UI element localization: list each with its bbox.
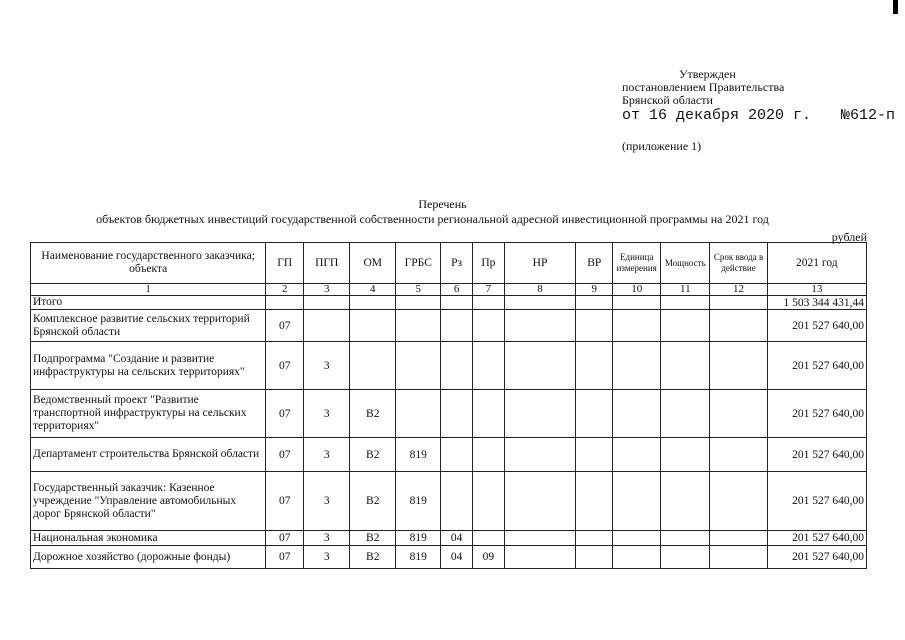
code-cell bbox=[661, 310, 710, 342]
code-cell bbox=[576, 342, 613, 390]
code-cell: 819 bbox=[396, 546, 441, 569]
code-cell bbox=[613, 390, 661, 438]
code-cell bbox=[350, 342, 396, 390]
code-cell bbox=[396, 296, 441, 310]
header-cell: Единица измерения bbox=[613, 243, 661, 284]
code-cell: 09 bbox=[473, 546, 505, 569]
code-cell bbox=[661, 438, 710, 472]
code-cell bbox=[661, 546, 710, 569]
code-cell bbox=[441, 472, 473, 531]
code-cell bbox=[441, 390, 473, 438]
column-number-row bbox=[31, 284, 867, 296]
table-row bbox=[31, 296, 867, 310]
header-cell: 2021 год bbox=[767, 243, 866, 284]
header-cell: ПГП bbox=[304, 243, 350, 284]
amount-cell: 201 527 640,00 bbox=[767, 438, 866, 472]
code-cell bbox=[473, 296, 505, 310]
column-number-cell: 12 bbox=[710, 284, 767, 296]
code-cell bbox=[576, 531, 613, 546]
header-cell: Рз bbox=[441, 243, 473, 284]
code-cell bbox=[504, 390, 576, 438]
code-cell bbox=[613, 438, 661, 472]
approval-number: №612-п bbox=[841, 107, 896, 124]
code-cell bbox=[396, 390, 441, 438]
code-cell: В2 bbox=[350, 472, 396, 531]
code-cell: 07 bbox=[266, 531, 304, 546]
code-cell bbox=[504, 296, 576, 310]
column-number-cell: 10 bbox=[613, 284, 661, 296]
code-cell: 04 bbox=[441, 546, 473, 569]
amount-cell: 1 503 344 431,44 bbox=[767, 296, 866, 310]
table-row bbox=[31, 438, 867, 472]
code-cell bbox=[396, 342, 441, 390]
code-cell: В2 bbox=[350, 390, 396, 438]
code-cell bbox=[710, 472, 767, 531]
row-name-cell: Департамент строительства Брянской области bbox=[31, 438, 266, 472]
code-cell: 819 bbox=[396, 438, 441, 472]
amount-cell: 201 527 640,00 bbox=[767, 472, 866, 531]
column-number-cell: 1 bbox=[31, 284, 266, 296]
code-cell bbox=[661, 390, 710, 438]
row-name-cell: Комплексное развитие сельских территорий Брянской области bbox=[31, 310, 266, 342]
code-cell bbox=[661, 296, 710, 310]
code-cell bbox=[576, 310, 613, 342]
column-number-cell: 6 bbox=[441, 284, 473, 296]
column-number-cell: 8 bbox=[504, 284, 576, 296]
row-name-cell: Национальная экономика bbox=[31, 531, 266, 546]
code-cell: 819 bbox=[396, 531, 441, 546]
code-cell: В2 bbox=[350, 438, 396, 472]
header-cell: НР bbox=[504, 243, 576, 284]
header-cell: Мощность bbox=[661, 243, 710, 284]
column-number-cell: 9 bbox=[576, 284, 613, 296]
code-cell bbox=[350, 310, 396, 342]
investment-table bbox=[30, 242, 867, 569]
document-subtitle: объектов бюджетных инвестиций государственной собственности региональной адресной инвестиционной программы на 2021 год bbox=[96, 212, 769, 226]
header-cell: ГП bbox=[266, 243, 304, 284]
code-cell bbox=[441, 438, 473, 472]
code-cell bbox=[473, 531, 505, 546]
code-cell bbox=[613, 472, 661, 531]
row-name-cell: Итого bbox=[31, 296, 266, 310]
code-cell bbox=[304, 296, 350, 310]
code-cell bbox=[710, 531, 767, 546]
code-cell: 3 bbox=[304, 531, 350, 546]
approval-date: от 16 декабря 2020 г. bbox=[622, 107, 812, 124]
code-cell bbox=[710, 310, 767, 342]
row-name-cell: Подпрограмма "Создание и развитие инфраструктуры на сельских территориях" bbox=[31, 342, 266, 390]
code-cell bbox=[613, 310, 661, 342]
header-cell: ОМ bbox=[350, 243, 396, 284]
amount-cell: 201 527 640,00 bbox=[767, 390, 866, 438]
code-cell: 3 bbox=[304, 342, 350, 390]
code-cell: 3 bbox=[304, 390, 350, 438]
table-row bbox=[31, 390, 867, 438]
column-number-cell: 2 bbox=[266, 284, 304, 296]
approval-date-line bbox=[622, 109, 895, 122]
approval-line-1: Утвержден bbox=[679, 67, 736, 81]
units-label: рублей bbox=[831, 230, 867, 244]
code-cell bbox=[576, 546, 613, 569]
code-cell bbox=[710, 438, 767, 472]
approval-block bbox=[622, 68, 895, 122]
column-number-cell: 11 bbox=[661, 284, 710, 296]
code-cell bbox=[441, 342, 473, 390]
code-cell bbox=[504, 531, 576, 546]
table-header bbox=[31, 243, 867, 284]
column-number-cell: 7 bbox=[473, 284, 505, 296]
column-number-cell: 13 bbox=[767, 284, 866, 296]
row-name-cell: Государственный заказчик: Казенное учреждение "Управление автомобильных дорог Брянской области" bbox=[31, 472, 266, 531]
header-cell: Наименование государственного заказчика; объекта bbox=[31, 243, 266, 284]
code-cell bbox=[613, 531, 661, 546]
table-row bbox=[31, 546, 867, 569]
approval-line-2: постановлением Правительства bbox=[622, 80, 785, 94]
header-cell: Пр bbox=[473, 243, 505, 284]
code-cell: 07 bbox=[266, 546, 304, 569]
column-number-cell: 5 bbox=[396, 284, 441, 296]
row-name-cell: Дорожное хозяйство (дорожные фонды) bbox=[31, 546, 266, 569]
table-row bbox=[31, 310, 867, 342]
table-row bbox=[31, 472, 867, 531]
code-cell bbox=[304, 310, 350, 342]
code-cell bbox=[613, 296, 661, 310]
table-body bbox=[31, 284, 867, 569]
code-cell bbox=[710, 296, 767, 310]
amount-cell: 201 527 640,00 bbox=[767, 546, 866, 569]
header-row bbox=[31, 243, 867, 284]
code-cell: 819 bbox=[396, 472, 441, 531]
code-cell bbox=[576, 438, 613, 472]
code-cell bbox=[473, 390, 505, 438]
table-row bbox=[31, 531, 867, 546]
column-number-cell: 3 bbox=[304, 284, 350, 296]
edge-mark bbox=[893, 0, 898, 14]
header-cell: ГРБС bbox=[396, 243, 441, 284]
code-cell bbox=[710, 546, 767, 569]
row-name-cell: Ведомственный проект "Развитие транспортной инфраструктуры на сельских территориях" bbox=[31, 390, 266, 438]
code-cell: 07 bbox=[266, 438, 304, 472]
code-cell bbox=[350, 296, 396, 310]
amount-cell: 201 527 640,00 bbox=[767, 310, 866, 342]
code-cell: В2 bbox=[350, 531, 396, 546]
table-row bbox=[31, 342, 867, 390]
code-cell bbox=[473, 310, 505, 342]
code-cell bbox=[576, 472, 613, 531]
header-cell: ВР bbox=[576, 243, 613, 284]
code-cell bbox=[576, 390, 613, 438]
code-cell bbox=[661, 342, 710, 390]
code-cell bbox=[473, 438, 505, 472]
amount-cell: 201 527 640,00 bbox=[767, 342, 866, 390]
code-cell bbox=[661, 531, 710, 546]
code-cell: 3 bbox=[304, 438, 350, 472]
document-title: Перечень bbox=[418, 197, 467, 211]
code-cell bbox=[504, 472, 576, 531]
code-cell: 3 bbox=[304, 546, 350, 569]
code-cell bbox=[576, 296, 613, 310]
code-cell bbox=[266, 296, 304, 310]
code-cell bbox=[661, 472, 710, 531]
amount-cell: 201 527 640,00 bbox=[767, 531, 866, 546]
code-cell bbox=[473, 342, 505, 390]
code-cell bbox=[710, 342, 767, 390]
code-cell: 07 bbox=[266, 310, 304, 342]
code-cell bbox=[441, 310, 473, 342]
code-cell: 07 bbox=[266, 390, 304, 438]
code-cell: 07 bbox=[266, 342, 304, 390]
code-cell bbox=[613, 546, 661, 569]
code-cell: 3 bbox=[304, 472, 350, 531]
code-cell bbox=[396, 310, 441, 342]
code-cell bbox=[710, 390, 767, 438]
code-cell bbox=[613, 342, 661, 390]
approval-line-3: Брянской области bbox=[622, 93, 713, 107]
code-cell: 04 bbox=[441, 531, 473, 546]
code-cell bbox=[473, 472, 505, 531]
code-cell bbox=[504, 310, 576, 342]
code-cell bbox=[504, 342, 576, 390]
code-cell bbox=[504, 438, 576, 472]
code-cell bbox=[504, 546, 576, 569]
code-cell: 07 bbox=[266, 472, 304, 531]
column-number-cell: 4 bbox=[350, 284, 396, 296]
code-cell bbox=[441, 296, 473, 310]
code-cell: В2 bbox=[350, 546, 396, 569]
appendix-label: (приложение 1) bbox=[622, 139, 702, 153]
header-cell: Срок ввода в действие bbox=[710, 243, 767, 284]
